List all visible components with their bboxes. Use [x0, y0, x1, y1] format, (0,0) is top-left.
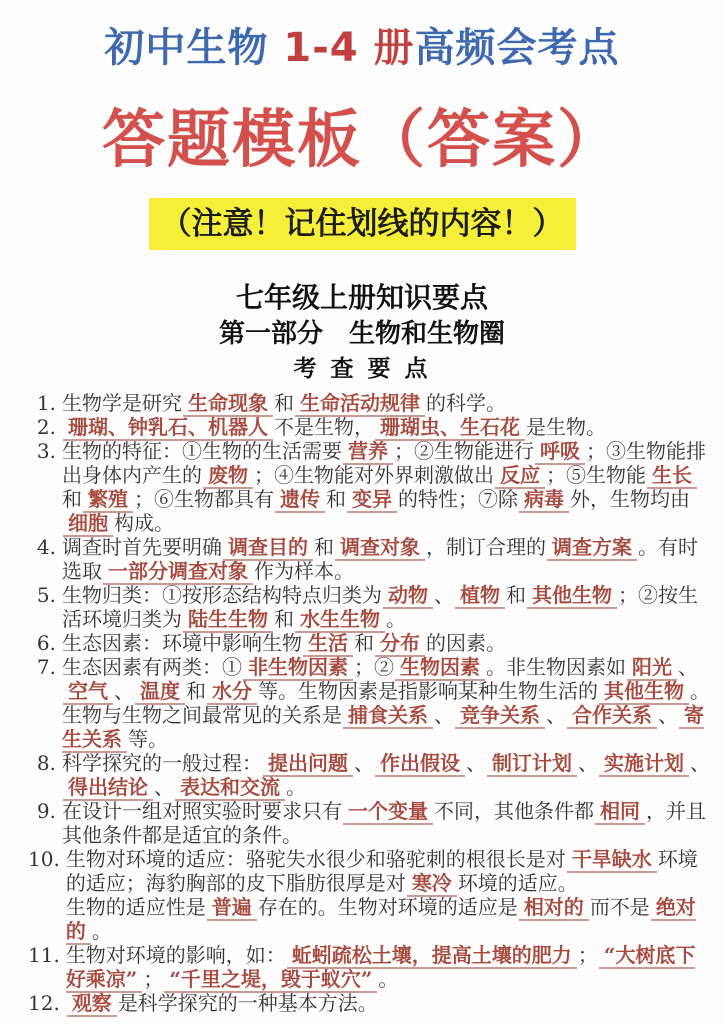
text-segment: 而不是 [589, 894, 650, 919]
text-segment: ；②生物能进行 [394, 438, 534, 463]
main-title: 答题模板（答案） [102, 103, 622, 176]
list-item [28, 439, 710, 535]
key-term: 遗传 [275, 487, 325, 513]
text-segment: ；③生物能排出身体内产生的 [62, 438, 706, 487]
text-segment: 、 [690, 750, 710, 775]
list-item [28, 655, 710, 751]
text-segment: 存在的。生物对环境的适应是 [257, 894, 518, 919]
text-segment: 构成。 [114, 510, 174, 535]
text-segment: 在设计一组对照实验时要求只有 [62, 798, 342, 823]
key-term: 普遍 [207, 895, 257, 921]
item-number: 7. [36, 654, 56, 679]
text-segment: 不是生物， [274, 414, 374, 439]
item-text [62, 799, 710, 847]
item-text [62, 631, 710, 655]
key-term: 阳光 [627, 655, 677, 681]
key-term: 捕食关系 [343, 703, 433, 729]
key-term: 其他生物 [599, 679, 689, 705]
part-title: 第一部分 生物和生物圈 [218, 319, 505, 350]
key-term: 竞争关系 [455, 703, 545, 729]
key-term: 分布 [375, 631, 425, 657]
text-segment: ，制订合理的 [426, 534, 546, 559]
text-segment: 、 [354, 750, 374, 775]
page-title-part: 高频会考点 [414, 25, 620, 71]
key-term: 营养 [343, 439, 393, 465]
text-segment: 。有时选取 [62, 534, 698, 583]
key-term: 废物 [203, 463, 253, 489]
item-text [62, 751, 710, 799]
list-item [28, 751, 710, 799]
text-segment: 和 [186, 678, 206, 703]
text-segment: 、 [154, 774, 174, 799]
item-number: 1. [36, 390, 56, 415]
key-term: 其他生物 [527, 583, 617, 609]
key-term: 水生生物 [295, 607, 385, 633]
item-text [66, 991, 710, 1015]
key-term: 寄生关系 [62, 702, 704, 751]
text-segment: 不同，其他条件都 [434, 798, 594, 823]
item-text [62, 439, 710, 535]
text-segment: 、 [466, 750, 486, 775]
key-term: 一部分调查对象 [103, 559, 253, 585]
text-segment: 、 [578, 750, 598, 775]
list-item [28, 583, 710, 631]
key-term: 相同 [595, 799, 645, 825]
text-segment: 和 [506, 582, 526, 607]
text-segment: 和 [62, 486, 82, 511]
key-term: 非生物因素 [243, 655, 353, 681]
key-term: 动物 [383, 583, 433, 609]
text-segment: 生物学是研究 [62, 390, 182, 415]
text-segment: ；② [354, 654, 394, 679]
key-term: 珊瑚、钟乳石、机器人 [63, 415, 273, 441]
page-title [0, 24, 724, 72]
key-term: 蚯蚓疏松土壤，提高土壤的肥力 [287, 943, 577, 969]
key-term: 得出结论 [63, 775, 153, 801]
text-segment: 生物对环境的适应：骆驼失水很少和骆驼刺的根很长是对 [65, 846, 566, 871]
item-text [62, 415, 710, 439]
page-title-part: 1-4 册 [283, 25, 415, 71]
item-number: 9. [36, 798, 56, 823]
list-item [28, 943, 710, 991]
key-term: 实施计划 [599, 751, 689, 777]
key-term: 生命活动规律 [295, 391, 425, 417]
item-text [62, 391, 710, 415]
list-item [28, 991, 710, 1015]
key-term: 生命现象 [183, 391, 273, 417]
text-segment: 是科学探究的一种基本方法。 [117, 990, 378, 1015]
text-segment: 外，生物均由 [570, 486, 690, 511]
item-number: 4. [36, 534, 56, 559]
item-number: 8. [36, 750, 56, 775]
item-number: 5. [36, 582, 56, 607]
text-segment: 的特性；⑦除 [398, 486, 518, 511]
text-segment: 、 [658, 702, 678, 727]
text-segment: 的科学。 [426, 390, 506, 415]
page-title-part: 初中生物 [104, 25, 284, 71]
text-segment: 。 [286, 774, 306, 799]
item-number: 2. [36, 414, 56, 439]
subsection-title: 考 查 要 点 [293, 354, 431, 382]
text-segment: 和 [274, 606, 294, 631]
text-segment: 是生物。 [526, 414, 606, 439]
text-segment: ；⑥生物都具有 [134, 486, 274, 511]
points-list [0, 391, 724, 1015]
section-title: 七年级上册知识要点 [235, 281, 488, 315]
list-item [28, 535, 710, 583]
key-term: 生物因素 [395, 655, 485, 681]
item-text [66, 943, 710, 991]
key-term: 观察 [67, 991, 117, 1017]
text-segment: 。生物与生物之间最常见的关系是 [62, 678, 710, 727]
key-term: 制订计划 [487, 751, 577, 777]
text-segment: ； [577, 942, 598, 967]
key-term: 变异 [347, 487, 397, 513]
key-term: 干旱缺水 [567, 847, 657, 873]
list-item [28, 631, 710, 655]
key-term: 合作关系 [567, 703, 657, 729]
key-term: 调查对象 [335, 535, 425, 561]
key-term: 水分 [207, 679, 257, 705]
item-number: 6. [36, 630, 56, 655]
key-term: 珊瑚虫、生石花 [375, 415, 525, 441]
text-segment: 环境的适应。 [457, 870, 578, 895]
item-number: 12. [28, 990, 60, 1015]
text-segment: 。 [378, 966, 399, 991]
text-segment: ；②按生活环境归类为 [62, 582, 698, 631]
key-term: 反应 [495, 463, 545, 489]
item-text [62, 535, 710, 583]
text-segment: 、 [546, 702, 566, 727]
list-item [28, 847, 710, 943]
text-segment: 生物的适应性是 [65, 894, 206, 919]
text-segment: 的因素。 [426, 630, 506, 655]
item-number: 10. [28, 846, 60, 871]
text-segment: 生态因素：环境中影响生物 [62, 630, 302, 655]
text-segment: ； [143, 966, 164, 991]
text-segment: ，并且其他条件都是适宜的条件。 [62, 798, 706, 847]
key-term: 一个变量 [343, 799, 433, 825]
key-term: “大树底下好乘凉” [65, 942, 696, 991]
text-segment: 和 [314, 534, 334, 559]
key-term: 空气 [63, 679, 113, 705]
key-term: 呼吸 [535, 439, 585, 465]
text-segment: 生态因素有两类：① [62, 654, 242, 679]
item-text [66, 847, 710, 943]
text-segment: 生物归类：①按形态结构特点归类为 [62, 582, 382, 607]
text-segment: 。 [386, 606, 406, 631]
text-segment: 、 [434, 582, 454, 607]
key-term: 温度 [135, 679, 185, 705]
key-term: “千里之堤，毁于蚁穴” [164, 967, 377, 993]
text-segment: 和 [326, 486, 346, 511]
key-term: 作出假设 [375, 751, 465, 777]
key-term: 调查方案 [547, 535, 637, 561]
text-segment: 和 [274, 390, 294, 415]
item-text [62, 583, 710, 631]
item-number: 11. [28, 942, 60, 967]
item-text [62, 655, 710, 751]
text-segment: 等。 [128, 726, 168, 751]
text-segment: ；⑤生物能 [546, 462, 646, 487]
text-segment: 。 [91, 918, 112, 943]
list-item [28, 799, 710, 847]
text-segment: 和 [354, 630, 374, 655]
text-segment: 生物对环境的影响，如： [65, 942, 286, 967]
key-term: 相对的 [519, 895, 589, 921]
key-term: 病毒 [519, 487, 569, 513]
key-term: 寒冷 [407, 871, 457, 897]
text-segment: 调查时首先要明确 [62, 534, 222, 559]
list-item [28, 391, 710, 415]
key-term: 细胞 [63, 511, 113, 537]
key-term: 生长 [647, 463, 697, 489]
key-term: 植物 [455, 583, 505, 609]
text-segment: 、 [434, 702, 454, 727]
key-term: 陆生生物 [183, 607, 273, 633]
key-term: 繁殖 [83, 487, 133, 513]
text-segment: 、 [114, 678, 134, 703]
text-segment: 科学探究的一般过程： [62, 750, 262, 775]
text-segment: 。非生物因素如 [486, 654, 626, 679]
notice-banner: （注意！记住划线的内容！） [149, 198, 576, 250]
text-segment: 环境的适应；海豹胸部的皮下脂肪很厚是对 [65, 846, 698, 895]
key-term: 绝对的 [65, 894, 696, 943]
key-term: 调查目的 [223, 535, 313, 561]
list-item [28, 415, 710, 439]
text-segment: 、 [678, 654, 698, 679]
key-term: 表达和交流 [175, 775, 285, 801]
key-term: 提出问题 [263, 751, 353, 777]
text-segment: 等。生物因素是指影响某种生物生活的 [258, 678, 598, 703]
notice-row [0, 198, 724, 250]
item-number: 3. [36, 438, 56, 463]
text-segment: 生物的特征：①生物的生活需要 [62, 438, 342, 463]
key-term: 生活 [303, 631, 353, 657]
text-segment: 作为样本。 [254, 558, 354, 583]
text-segment: ；④生物能对外界刺激做出 [254, 462, 494, 487]
